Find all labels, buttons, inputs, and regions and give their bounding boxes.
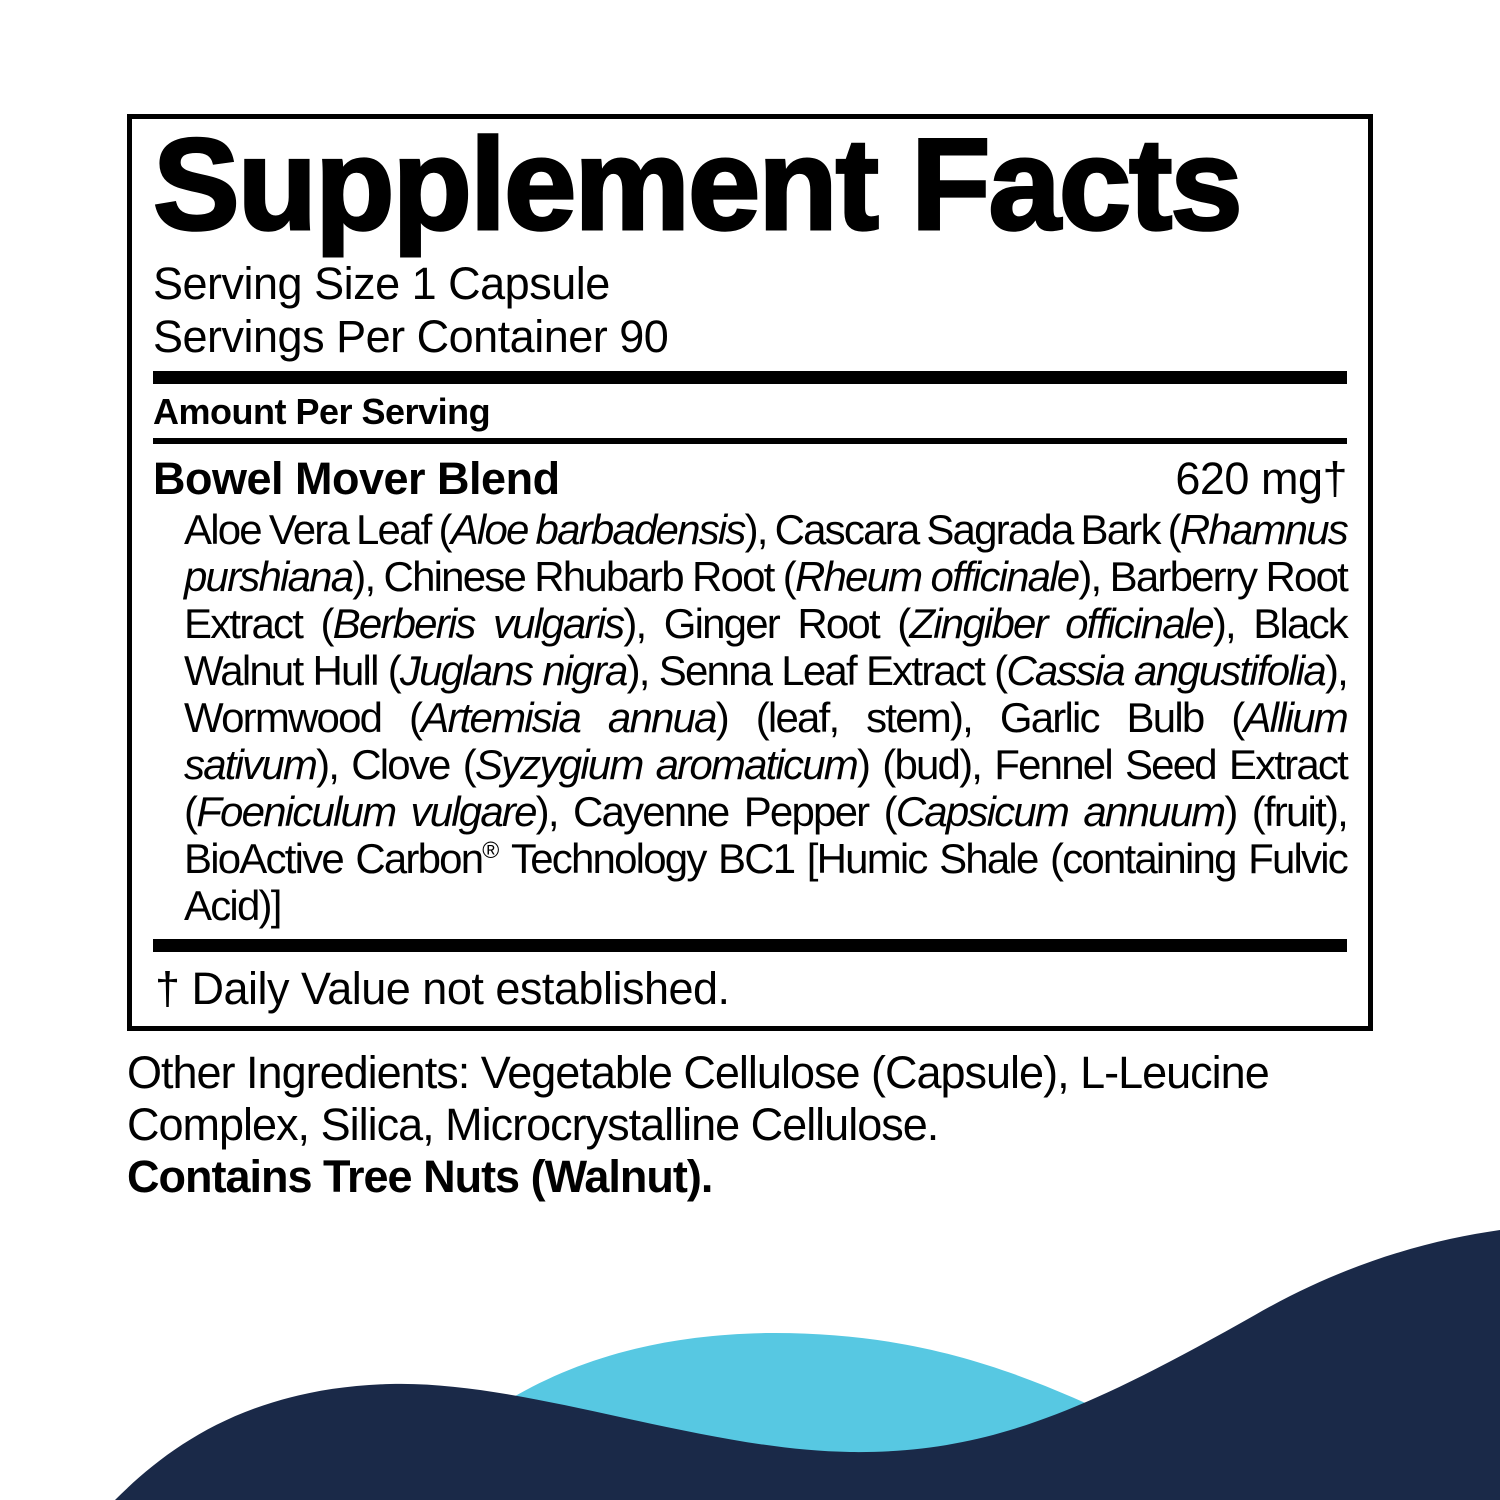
serving-size: Serving Size 1 Capsule	[153, 257, 610, 309]
panel-title: Supplement Facts	[153, 111, 1241, 257]
blend-name: Bowel Mover Blend	[153, 452, 560, 504]
blend-amount: 620 mg†	[1175, 452, 1347, 504]
blend-description: Aloe Vera Leaf (Aloe barbadensis), Cascara Sagrada Bark (Rhamnus purshiana), Chinese Rhubarb Root (Rheum officinale), Barberry Root Extract (Berberis vulgaris), Ginger Root (Zingiber officinale), Black Walnut Hull (Juglans nigra), Senna Leaf Extract (Cassia angustifolia), Wormwood (Artemisia annua) (leaf, stem), Garlic Bulb (Allium sativum), Clove (Syzygium aromaticum) (bud), Fennel Seed Extract (Foeniculum vulgare), Cayenne Pepper (Capsicum annuum) (fruit), BioActive Carbon® Technology BC1 [Humic Shale (containing Fulvic Acid)]	[184, 505, 1348, 929]
supplement-facts-panel	[127, 111, 1373, 1031]
label-column	[127, 111, 1373, 1203]
servings-per-container: Servings Per Container 90	[153, 310, 669, 362]
blend-row	[153, 454, 1347, 504]
other-ingredients-text: Other Ingredients: Vegetable Cellulose (Capsule), L-Leucine Complex, Silica, Microcrystalline Cellulose.	[127, 1046, 1269, 1150]
thick-divider-bottom	[153, 939, 1347, 952]
allergen-statement: Contains Tree Nuts (Walnut).	[127, 1150, 713, 1202]
thin-divider	[153, 438, 1347, 444]
amount-per-serving-label: Amount Per Serving	[153, 390, 491, 432]
daily-value-footnote: † Daily Value not established.	[155, 962, 730, 1014]
thick-divider-top	[153, 371, 1347, 384]
other-ingredients-section	[127, 1047, 1379, 1203]
